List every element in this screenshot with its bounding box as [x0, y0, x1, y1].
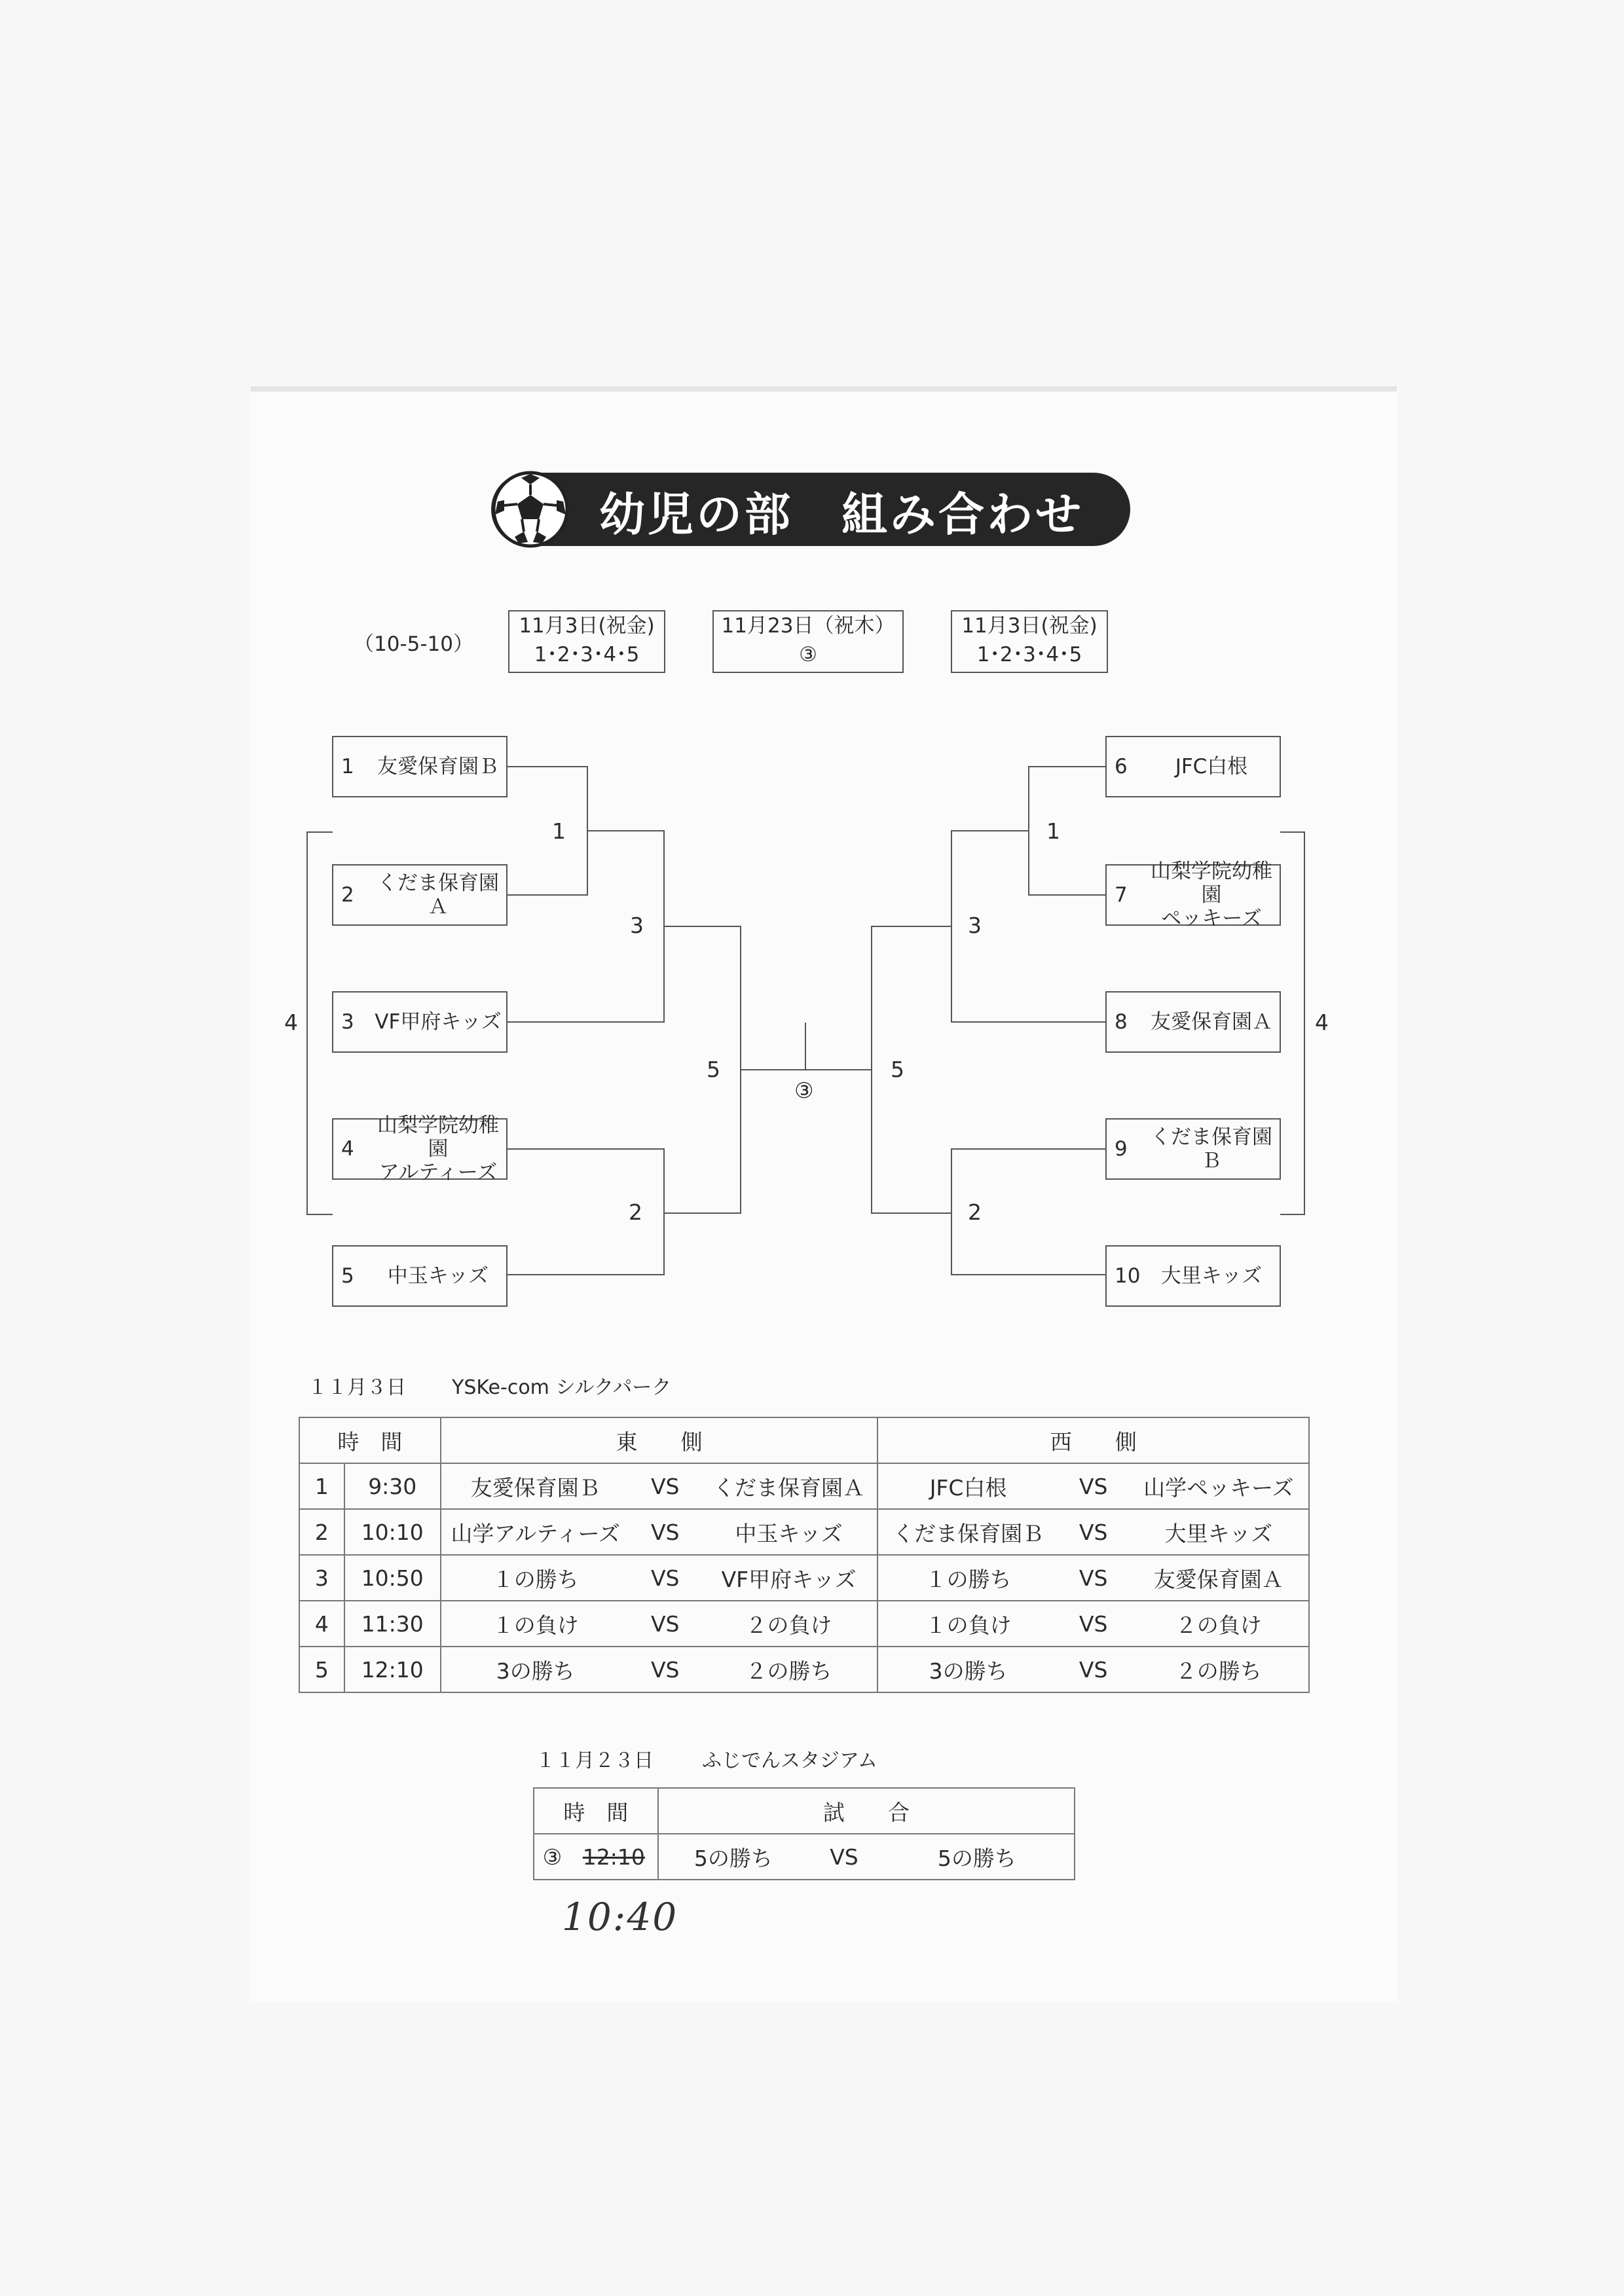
bracket-line [871, 1212, 952, 1214]
bracket-line [663, 926, 741, 927]
bracket-line [805, 1023, 806, 1070]
west-team-2: 友愛保育園Ａ [1129, 1555, 1309, 1601]
vs-label: VS [808, 1834, 880, 1880]
bracket-line [1304, 831, 1305, 1215]
east-team-2: くだま保育園Ａ [701, 1463, 878, 1509]
header-match: 試 合 [658, 1788, 1075, 1834]
bracket-line [507, 1274, 665, 1275]
east-team-2: 中玉キッズ [701, 1509, 878, 1555]
team-7: 7 山梨学院幼稚園 ペッキーズ [1105, 864, 1281, 926]
bracket-line [1028, 766, 1105, 767]
match-number: 2 [299, 1509, 344, 1555]
east-team-2: ２の負け [701, 1601, 878, 1647]
table-row [299, 1647, 1309, 1692]
team-8: 8 友愛保育園Ａ [1105, 991, 1281, 1053]
bracket-line [587, 830, 664, 831]
table-header-row [534, 1788, 1075, 1834]
schedule1-venue: YSKe-com シルクパーク [452, 1376, 672, 1399]
header-time: 時 間 [534, 1788, 658, 1834]
schedule1-date: １１月３日 [308, 1376, 406, 1399]
schedule2-table [533, 1787, 1075, 1880]
page-title: 幼児の部 組み合わせ [599, 488, 1084, 541]
bracket-line [951, 1148, 1105, 1150]
center-round: ③ [799, 643, 817, 666]
match-time: 10:10 [344, 1509, 441, 1555]
east-team-1: 友愛保育園Ｂ [441, 1463, 630, 1509]
handwritten-new-time: 10:40 [562, 1895, 678, 1939]
bracket-line [1280, 1214, 1305, 1215]
right-rounds: 1･2･3･4･5 [976, 643, 1082, 666]
table-row [299, 1601, 1309, 1647]
match-number: 5 [299, 1647, 344, 1692]
match-label: 3 [630, 913, 644, 938]
final-match-number: ③ [534, 1834, 570, 1880]
match-label: 5 [707, 1057, 720, 1082]
left-date-box [508, 610, 665, 673]
match-number: 4 [299, 1601, 344, 1647]
header-east: 東 側 [441, 1417, 878, 1463]
schedule2-date: １１月２３日 [536, 1749, 654, 1772]
east-team-2: ２の勝ち [701, 1647, 878, 1692]
schedule1-table [299, 1417, 1310, 1693]
bracket-line [1028, 894, 1105, 896]
header-time: 時 間 [299, 1417, 441, 1463]
bracket-line [507, 1148, 665, 1150]
bracket-line [871, 926, 952, 927]
match-label: 3 [968, 913, 982, 938]
team-4: 4 山梨学院幼稚園 アルティーズ [332, 1118, 507, 1180]
vs-label: VS [1058, 1555, 1129, 1601]
right-date: 11月3日(祝金) [961, 614, 1098, 638]
match-number: 1 [299, 1463, 344, 1509]
team-2: 2 くだま保育園Ａ [332, 864, 507, 926]
vs-label: VS [630, 1601, 701, 1647]
match-label: 1 [552, 818, 566, 844]
west-team-2: ２の勝ち [1129, 1647, 1309, 1692]
bracket-line [306, 831, 333, 833]
match-label: 2 [968, 1199, 982, 1225]
team-6: 6 JFC白根 [1105, 736, 1281, 797]
bracket-line [951, 830, 1029, 831]
center-date: 11月23日（祝木） [721, 614, 895, 638]
west-team-2: 山学ペッキーズ [1129, 1463, 1309, 1509]
table-row [299, 1463, 1309, 1509]
bracket-line [507, 894, 587, 896]
center-date-box [712, 610, 904, 673]
table-row [299, 1509, 1309, 1555]
team-1: 1 友愛保育園Ｂ [332, 736, 507, 797]
east-team-1: １の負け [441, 1601, 630, 1647]
west-team-1: 3の勝ち [877, 1647, 1058, 1692]
team-5: 5 中玉キッズ [332, 1245, 507, 1307]
soccer-ball-icon [490, 469, 571, 550]
left-rounds: 1･2･3･4･5 [534, 643, 640, 666]
vs-label: VS [630, 1463, 701, 1509]
west-team-1: １の勝ち [877, 1555, 1058, 1601]
west-team-1: くだま保育園Ｂ [877, 1509, 1058, 1555]
bracket-line [663, 1148, 665, 1275]
header-west: 西 側 [877, 1417, 1309, 1463]
final-team-2: 5の勝ち [880, 1834, 1075, 1880]
schedule2-venue: ふじでんスタジアム [702, 1749, 877, 1772]
match-time: 12:10 [344, 1647, 441, 1692]
match-label: 4 [284, 1010, 298, 1035]
final-team-1: 5の勝ち [658, 1834, 808, 1880]
team-10: 10 大里キッズ [1105, 1245, 1281, 1307]
table-header-row [299, 1417, 1309, 1463]
vs-label: VS [1058, 1463, 1129, 1509]
bracket-line [663, 1212, 741, 1214]
vs-label: VS [630, 1509, 701, 1555]
table-row [534, 1834, 1075, 1880]
east-team-2: VF甲府キッズ [701, 1555, 878, 1601]
bracket-line [507, 766, 587, 767]
bracket-line [871, 926, 872, 1214]
match-label: 5 [891, 1057, 904, 1082]
bracket-line [951, 1148, 952, 1275]
match-label: 1 [1046, 818, 1060, 844]
right-date-box [951, 610, 1108, 673]
east-team-1: 3の勝ち [441, 1647, 630, 1692]
match-time: 11:30 [344, 1601, 441, 1647]
team-3: 3 VF甲府キッズ [332, 991, 507, 1053]
final-match-time-struck: 12:10 [570, 1834, 658, 1880]
match-number: 3 [299, 1555, 344, 1601]
bracket-line [306, 1214, 333, 1215]
final-label: ③ [794, 1078, 814, 1103]
bracket-line [1280, 831, 1305, 833]
bracket-line [306, 831, 308, 1215]
bracket-line [951, 1021, 1105, 1023]
match-label: 4 [1315, 1010, 1329, 1035]
west-team-1: JFC白根 [877, 1463, 1058, 1509]
team-9: 9 くだま保育園Ｂ [1105, 1118, 1281, 1180]
west-team-1: １の負け [877, 1601, 1058, 1647]
east-team-1: １の勝ち [441, 1555, 630, 1601]
bracket-pattern: （10-5-10） [354, 632, 473, 656]
bracket-line [507, 1021, 665, 1023]
east-team-1: 山学アルティーズ [441, 1509, 630, 1555]
vs-label: VS [630, 1555, 701, 1601]
vs-label: VS [630, 1647, 701, 1692]
west-team-2: ２の負け [1129, 1601, 1309, 1647]
left-date: 11月3日(祝金) [519, 614, 655, 638]
match-time: 9:30 [344, 1463, 441, 1509]
vs-label: VS [1058, 1601, 1129, 1647]
match-time: 10:50 [344, 1555, 441, 1601]
vs-label: VS [1058, 1509, 1129, 1555]
match-label: 2 [629, 1199, 642, 1225]
table-row [299, 1555, 1309, 1601]
vs-label: VS [1058, 1647, 1129, 1692]
bracket-line [951, 1274, 1105, 1275]
west-team-2: 大里キッズ [1129, 1509, 1309, 1555]
